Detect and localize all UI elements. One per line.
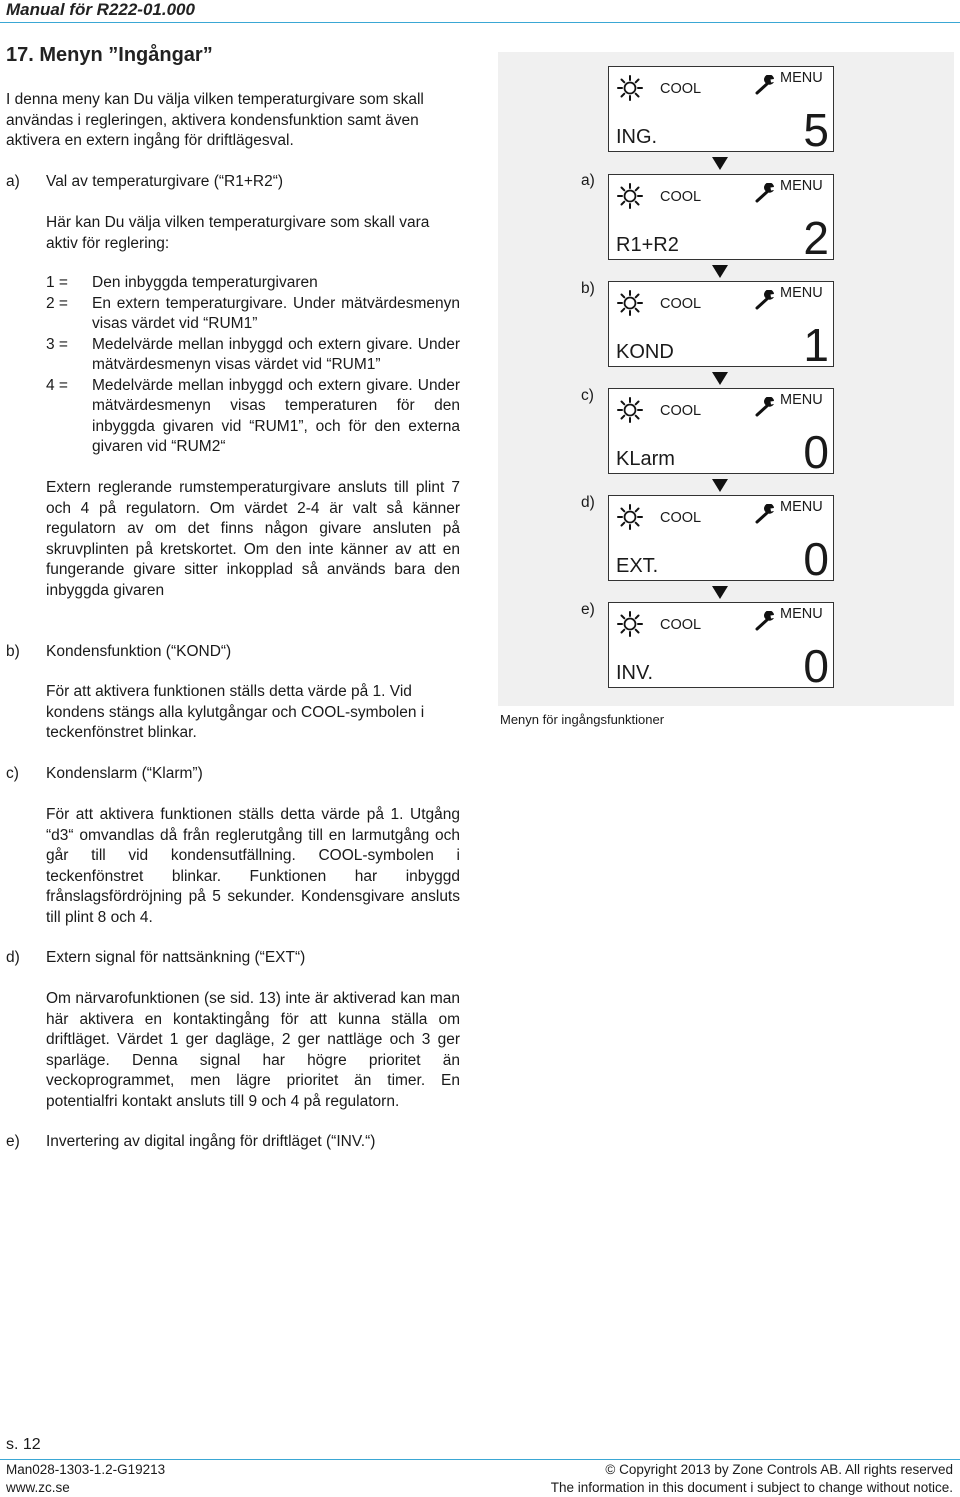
item-a-heading: Val av temperaturgivare (“R1+R2“): [46, 173, 284, 190]
down-arrow-icon: [712, 372, 728, 385]
option-number: 4 =: [46, 376, 68, 394]
down-arrow-icon: [712, 479, 728, 492]
display-value: 0: [803, 640, 829, 692]
cool-label: COOL: [660, 403, 702, 419]
list-item: [46, 335, 460, 376]
option-number: 3 =: [46, 335, 68, 353]
section-title: 17. Menyn ”Ingångar”: [6, 44, 213, 66]
lcd-display-inv: [608, 602, 834, 692]
wrench-icon: [755, 504, 777, 524]
option-text: Medelvärde mellan inbyggd och extern givare. Under mätvärdesmenyn visas temperaturen för den inbyggda givaren vid “RUM1”, och för den externa givaren vid “RUM2“: [92, 376, 460, 455]
change-notice: The information in this document i subject to change without notice.: [550, 1480, 953, 1495]
display-word: KOND: [616, 341, 674, 363]
display-word: R1+R2: [616, 234, 679, 256]
display-word: EXT.: [616, 555, 659, 577]
document-id: Man028-1303-1.2-G19213: [6, 1462, 166, 1477]
copyright-text: © Copyright 2013 by Zone Controls AB. All rights reserved: [605, 1462, 953, 1477]
item-b-heading: Kondensfunktion (“KOND“): [46, 643, 232, 660]
footer-divider: [0, 1459, 960, 1460]
item-a-text: Här kan Du välja vilken temperaturgivare som skall vara aktiv för reglering:: [46, 214, 430, 252]
item-e-letter: e): [6, 1133, 20, 1150]
wrench-icon: [755, 75, 777, 95]
down-arrow-icon: [712, 265, 728, 278]
sun-icon: [617, 183, 643, 209]
menu-label: MENU: [780, 285, 823, 301]
menu-label: MENU: [780, 499, 823, 515]
display-value: 2: [803, 212, 829, 264]
list-item: [46, 294, 460, 335]
sun-icon: [617, 290, 643, 316]
item-c-heading: Kondenslarm (“Klarm”): [46, 765, 203, 782]
lcd-display-kond: [608, 281, 834, 371]
item-c-letter: c): [6, 765, 19, 782]
display-value: 1: [803, 319, 829, 371]
item-d-text: Om närvarofunktionen (se sid. 13) inte är aktiverad kan man här aktivera en kontaktingång för att kunna ställa om driftläget. Värdet 1 ger dagläge, 2 ger nattläge och 3 ger sparläge. Denna signal har högre prioritet än veckoprogrammet, men lägre prioritet än timer. En potentialfri kontakt ansluts till 9 och 4 på regulatorn.: [46, 990, 460, 1110]
lcd-display-ing: [608, 66, 834, 156]
display-value: 0: [803, 426, 829, 478]
menu-label: MENU: [780, 70, 823, 86]
page-header: [0, 0, 960, 23]
item-e-heading: Invertering av digital ingång för driftläget (“INV.“): [46, 1133, 376, 1150]
display-value: 5: [803, 104, 829, 156]
display-word: ING.: [616, 126, 658, 148]
lcd-display-klarm: [608, 388, 834, 478]
list-item: [46, 376, 460, 458]
cool-label: COOL: [660, 189, 702, 205]
sun-icon: [617, 611, 643, 637]
item-c-text: För att aktivera funktionen ställs detta värde på 1. Utgång “d3“ omvandlas då från reglerutgång till en larmutgång och går till vid kondensutfällning. COOL-symbolen i teckenfönstret blinkar. Funktionen har inbyggd frånslagsfördröjning på 5 sekunder. Kondensgivare ansluts till plint 8 och 4.: [46, 806, 460, 926]
website-link[interactable]: www.zc.se: [6, 1480, 70, 1495]
display-label-a: a): [581, 172, 595, 189]
item-a-letter: a): [6, 173, 20, 190]
menu-label: MENU: [780, 606, 823, 622]
cool-label: COOL: [660, 81, 702, 97]
option-text: Den inbyggda temperaturgivaren: [92, 274, 318, 291]
item-d-letter: d): [6, 949, 20, 966]
option-number: 2 =: [46, 294, 68, 312]
lcd-display-ext: [608, 495, 834, 585]
wrench-icon: [755, 397, 777, 417]
item-d-heading: Extern signal för nattsänkning (“EXT“): [46, 949, 306, 966]
down-arrow-icon: [712, 157, 728, 170]
option-number: 1 =: [46, 274, 68, 291]
sun-icon: [617, 397, 643, 423]
list-item: [46, 273, 460, 294]
item-b-text: För att aktivera funktionen ställs detta värde på 1. Vid kondens stängs alla kylutgångar och COOL-symbolen i teckenfönstret blinkar.: [46, 683, 425, 741]
wrench-icon: [755, 183, 777, 203]
wrench-icon: [755, 290, 777, 310]
display-label-e: e): [581, 601, 595, 618]
item-a-note: Extern reglerande rumstemperaturgivare ansluts till plint 7 och 4 på regulatorn. Om värdet 2-4 är valt så känner regulatorn av om det finns någon givare ansluten på skruvplinten på kretskortet. Om den inte känner av att en fungerande givare sitter inkopplad så används bara den inbyggda givaren: [46, 479, 460, 599]
cool-label: COOL: [660, 617, 702, 633]
display-label-d: d): [581, 494, 595, 511]
page-number: s. 12: [6, 1436, 41, 1453]
down-arrow-icon: [712, 586, 728, 599]
option-text: En extern temperaturgivare. Under mätvärdesmenyn visas värdet vid “RUM1”: [92, 294, 460, 332]
cool-label: COOL: [660, 510, 702, 526]
option-text: Medelvärde mellan inbyggd och extern givare. Under mätvärdesmenyn visas värdet vid “RUM1”: [92, 335, 460, 373]
panel-caption: Menyn för ingångsfunktioner: [500, 712, 665, 727]
intro-text: I denna meny kan Du välja vilken temperaturgivare som skall användas i regleringen, aktivera kondensfunktion samt även aktivera en extern ingång för driftlägesval.: [6, 91, 424, 149]
wrench-icon: [755, 611, 777, 631]
display-word: INV.: [616, 662, 654, 684]
display-label-c: c): [581, 387, 594, 404]
item-b-letter: b): [6, 643, 20, 660]
lcd-display-r1r2: [608, 174, 834, 264]
sun-icon: [617, 75, 643, 101]
display-label-b: b): [581, 280, 595, 297]
sun-icon: [617, 504, 643, 530]
cool-label: COOL: [660, 296, 702, 312]
sensor-options-list: [46, 273, 460, 458]
display-value: 0: [803, 533, 829, 585]
header-title: Manual för R222-01.000: [6, 0, 195, 19]
menu-label: MENU: [780, 392, 823, 408]
menu-label: MENU: [780, 178, 823, 194]
display-word: KLarm: [616, 448, 675, 470]
